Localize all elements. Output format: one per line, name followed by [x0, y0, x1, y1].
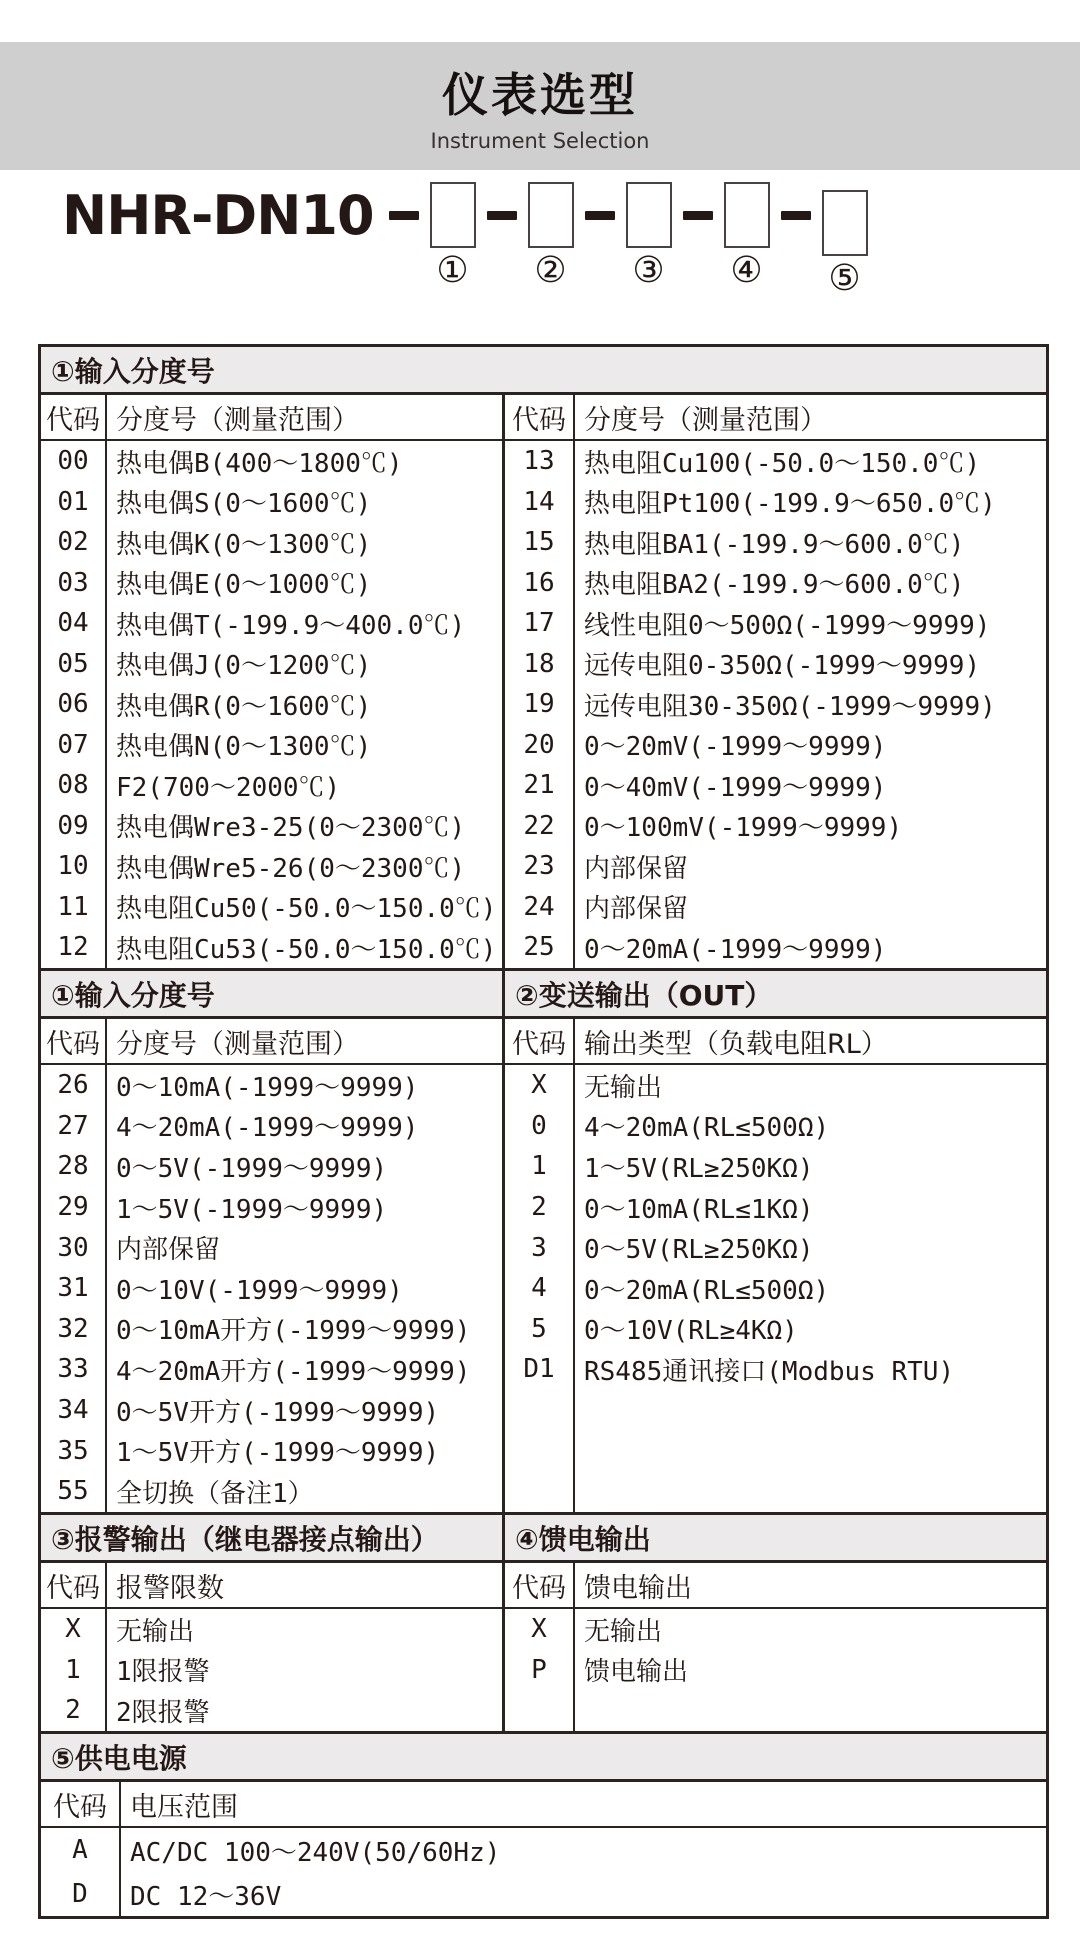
code-cell: 34 — [57, 1395, 89, 1426]
model-box-1 — [430, 182, 476, 248]
code-header-cell: 代码 — [512, 404, 566, 436]
model-position-group — [476, 182, 574, 291]
section-header: ④馈电输出 — [515, 1522, 651, 1556]
column-header-half — [505, 1563, 1046, 1607]
desc-cell: 0～10V(-1999～9999) — [116, 1275, 403, 1306]
desc-cell: 4～20mA(-1999～9999) — [116, 1113, 419, 1144]
code-cell: 05 — [57, 648, 89, 679]
code-cell: 13 — [523, 446, 555, 477]
desc-column — [107, 441, 502, 968]
code-cell: 04 — [57, 608, 89, 639]
code-cell: 15 — [523, 527, 555, 558]
desc-cell: 0～20mA(RL≤500Ω) — [584, 1275, 830, 1306]
code-cell: 16 — [523, 567, 555, 598]
desc-header-cell: 输出类型（负载电阻RL） — [584, 1028, 888, 1060]
desc-cell: 2限报警 — [116, 1697, 210, 1728]
code-cell: 11 — [57, 891, 89, 922]
desc-cell: DC 12～36V — [130, 1881, 282, 1912]
code-cell: 20 — [523, 729, 555, 760]
code-cell: 01 — [57, 486, 89, 517]
desc-cell: 远传电阻30-350Ω(-1999～9999) — [584, 691, 996, 722]
position-number-5: ⑤ — [828, 258, 861, 299]
desc-cell: 线性电阻0～500Ω(-1999～9999) — [584, 610, 991, 641]
table-section-1 — [41, 347, 1046, 968]
desc-cell: 0～10mA(RL≤1KΩ) — [584, 1194, 814, 1225]
position-number-4: ④ — [730, 250, 763, 291]
section-body — [41, 441, 1046, 968]
desc-cell: 热电偶S(0～1600℃) — [116, 489, 372, 520]
desc-column — [107, 1609, 502, 1731]
model-code-diagram — [0, 182, 1080, 302]
desc-column-header — [575, 395, 1046, 439]
desc-cell: 4～20mA开方(-1999～9999) — [116, 1356, 471, 1387]
code-cell: X — [531, 1614, 547, 1645]
code-cell: 03 — [57, 567, 89, 598]
desc-cell: 馈电输出 — [584, 1657, 689, 1688]
code-cell: 22 — [523, 810, 555, 841]
desc-cell: RS485通讯接口(Modbus RTU) — [584, 1356, 955, 1387]
desc-cell: 热电阻Cu50(-50.0～150.0℃) — [116, 894, 497, 925]
desc-cell: 热电偶B(400～1800℃) — [116, 448, 403, 479]
desc-column — [575, 1065, 1046, 1512]
code-cell: X — [65, 1614, 81, 1645]
code-cell: 3 — [531, 1232, 547, 1263]
desc-column-header — [121, 1782, 1046, 1826]
code-column — [41, 1828, 121, 1916]
code-column-header — [505, 395, 575, 439]
desc-cell: AC/DC 100～240V(50/60Hz) — [130, 1837, 501, 1868]
code-column-header — [505, 1019, 575, 1063]
position-number-2: ② — [534, 250, 567, 291]
code-cell: 25 — [523, 932, 555, 963]
code-cell: 1 — [65, 1654, 81, 1685]
model-position-group — [672, 182, 770, 291]
desc-cell: 远传电阻0-350Ω(-1999～9999) — [584, 651, 981, 682]
section-body-half — [505, 1065, 1046, 1512]
selection-table — [38, 344, 1049, 1919]
desc-cell: 无输出 — [116, 1616, 195, 1647]
page-banner — [0, 42, 1080, 170]
code-cell: 19 — [523, 689, 555, 720]
desc-cell: F2(700～2000℃) — [116, 772, 341, 803]
model-position-group — [378, 182, 476, 291]
desc-cell: 热电偶E(0～1000℃) — [116, 570, 372, 601]
column-header-half — [505, 395, 1046, 439]
desc-cell: 内部保留 — [584, 853, 689, 884]
code-header-cell: 代码 — [512, 1028, 566, 1060]
dash-separator — [487, 211, 517, 220]
code-cell: 07 — [57, 729, 89, 760]
desc-cell: 0～5V(RL≥250KΩ) — [584, 1235, 814, 1266]
code-cell: 02 — [57, 527, 89, 558]
desc-cell: 内部保留 — [116, 1235, 221, 1266]
section-header-row — [41, 1515, 1046, 1563]
code-cell: 0 — [531, 1110, 547, 1141]
code-cell: 06 — [57, 689, 89, 720]
code-column — [41, 441, 107, 968]
code-column — [505, 1065, 575, 1512]
table-section-3 — [41, 1512, 1046, 1731]
code-header-cell: 代码 — [46, 1572, 100, 1604]
section-body-half — [505, 1609, 1046, 1731]
column-header-row — [41, 395, 1046, 441]
section-header-row — [41, 347, 1046, 395]
desc-column-header — [107, 1563, 502, 1607]
dash-separator — [389, 211, 419, 220]
code-cell: D — [72, 1879, 88, 1909]
desc-cell: 热电阻Cu100(-50.0～150.0℃) — [584, 448, 981, 479]
code-cell: A — [72, 1835, 88, 1865]
section-body — [41, 1609, 1046, 1731]
desc-column — [107, 1065, 502, 1512]
section-body-half — [41, 441, 505, 968]
desc-cell: 0～10mA开方(-1999～9999) — [116, 1316, 471, 1347]
column-header-half — [41, 395, 505, 439]
column-header-half — [41, 1782, 1046, 1826]
section-body — [41, 1065, 1046, 1512]
code-cell: 10 — [57, 851, 89, 882]
code-cell: 30 — [57, 1232, 89, 1263]
desc-column — [121, 1828, 1046, 1916]
code-cell: 09 — [57, 810, 89, 841]
section-body-half — [41, 1609, 505, 1731]
code-column-header — [41, 1782, 121, 1826]
code-header-cell: 代码 — [53, 1791, 107, 1823]
code-cell: 28 — [57, 1151, 89, 1182]
desc-cell: 热电偶K(0～1300℃) — [116, 529, 372, 560]
model-prefix: NHR-DN10 — [62, 183, 374, 247]
desc-column — [575, 1609, 1046, 1731]
desc-cell: 0～20mA(-1999～9999) — [584, 934, 887, 965]
desc-cell: 1限报警 — [116, 1657, 210, 1688]
desc-header-cell: 电压范围 — [130, 1791, 238, 1823]
desc-cell: 1～5V(-1999～9999) — [116, 1194, 388, 1225]
desc-cell: 热电阻Cu53(-50.0～150.0℃) — [116, 934, 497, 965]
desc-cell: 热电偶R(0～1600℃) — [116, 691, 372, 722]
position-number-1: ① — [436, 250, 469, 291]
column-header-half — [505, 1019, 1046, 1063]
model-position-group — [574, 182, 672, 291]
desc-header-cell: 馈电输出 — [584, 1572, 692, 1604]
code-column — [41, 1609, 107, 1731]
desc-cell: 热电偶Wre3-25(0～2300℃) — [116, 813, 466, 844]
desc-cell: 无输出 — [584, 1072, 663, 1103]
code-cell: 2 — [531, 1192, 547, 1223]
desc-cell: 热电偶N(0～1300℃) — [116, 732, 372, 763]
code-cell: 35 — [57, 1435, 89, 1466]
desc-header-cell: 分度号（测量范围） — [116, 404, 359, 436]
code-cell: 21 — [523, 770, 555, 801]
model-position-group — [770, 182, 868, 299]
code-cell: P — [531, 1654, 547, 1685]
code-column-header — [41, 1563, 107, 1607]
section-header: ③报警输出（继电器接点输出） — [41, 1515, 505, 1560]
desc-column-header — [575, 1563, 1046, 1607]
desc-cell: 热电偶J(0～1200℃) — [116, 651, 372, 682]
code-cell: 08 — [57, 770, 89, 801]
code-cell: 18 — [523, 648, 555, 679]
code-cell: 5 — [531, 1313, 547, 1344]
desc-cell: 4～20mA(RL≤500Ω) — [584, 1113, 830, 1144]
code-column — [505, 441, 575, 968]
code-cell: 26 — [57, 1070, 89, 1101]
section-header-row — [41, 1734, 1046, 1782]
dash-separator — [781, 211, 811, 220]
model-box-2 — [528, 182, 574, 248]
table-section-4 — [41, 1731, 1046, 1916]
code-cell: 33 — [57, 1354, 89, 1385]
position-number-3: ③ — [632, 250, 665, 291]
desc-column-header — [107, 395, 502, 439]
column-header-half — [41, 1019, 505, 1063]
desc-header-cell: 分度号（测量范围） — [584, 404, 827, 436]
code-cell: 55 — [57, 1476, 89, 1507]
desc-cell: 全切换（备注1） — [116, 1478, 314, 1509]
code-cell: 12 — [57, 932, 89, 963]
section-header: ①输入分度号 — [51, 354, 215, 388]
desc-header-cell: 分度号（测量范围） — [116, 1028, 359, 1060]
desc-cell: 0～40mV(-1999～9999) — [584, 772, 887, 803]
code-column-header — [505, 1563, 575, 1607]
desc-cell: 内部保留 — [584, 894, 689, 925]
table-section-2 — [41, 968, 1046, 1512]
code-cell: 00 — [57, 446, 89, 477]
section-header: ①输入分度号 — [41, 971, 505, 1016]
code-cell: 32 — [57, 1313, 89, 1344]
dash-separator — [585, 211, 615, 220]
desc-cell: 0～10mA(-1999～9999) — [116, 1072, 419, 1103]
section-header: ⑤供电电源 — [51, 1741, 187, 1775]
code-cell: 1 — [531, 1151, 547, 1182]
desc-cell: 1～5V开方(-1999～9999) — [116, 1438, 440, 1469]
desc-cell: 0～100mV(-1999～9999) — [584, 813, 903, 844]
desc-cell: 无输出 — [584, 1616, 663, 1647]
desc-cell: 1～5V(RL≥250KΩ) — [584, 1153, 814, 1184]
desc-column-header — [575, 1019, 1046, 1063]
section-body-half — [505, 441, 1046, 968]
section-body-half — [41, 1828, 1046, 1916]
desc-column-header — [107, 1019, 502, 1063]
desc-cell: 0～20mV(-1999～9999) — [584, 732, 887, 763]
section-body-half — [41, 1065, 505, 1512]
code-cell: 23 — [523, 851, 555, 882]
page-subtitle: Instrument Selection — [430, 129, 650, 153]
desc-header-cell: 报警限数 — [116, 1572, 224, 1604]
code-column-header — [41, 1019, 107, 1063]
model-box-4 — [724, 182, 770, 248]
code-cell: X — [531, 1070, 547, 1101]
dash-separator — [683, 211, 713, 220]
desc-cell: 热电偶T(-199.9～400.0℃) — [116, 610, 466, 641]
model-box-3 — [626, 182, 672, 248]
code-cell: 14 — [523, 486, 555, 517]
code-column — [41, 1065, 107, 1512]
column-header-half — [41, 1563, 505, 1607]
section-header-row — [41, 971, 1046, 1019]
code-header-cell: 代码 — [46, 404, 100, 436]
desc-column — [575, 441, 1046, 968]
code-header-cell: 代码 — [512, 1572, 566, 1604]
desc-cell: 0～5V(-1999～9999) — [116, 1153, 388, 1184]
desc-cell: 热电阻BA2(-199.9～600.0℃) — [584, 570, 965, 601]
desc-cell: 热电阻Pt100(-199.9～650.0℃) — [584, 489, 996, 520]
column-header-row — [41, 1782, 1046, 1828]
column-header-row — [41, 1019, 1046, 1065]
code-column-header — [41, 395, 107, 439]
code-cell: D1 — [523, 1354, 555, 1385]
code-header-cell: 代码 — [46, 1028, 100, 1060]
desc-cell: 热电偶Wre5-26(0～2300℃) — [116, 853, 466, 884]
code-cell: 29 — [57, 1192, 89, 1223]
section-header: ②变送输出（OUT） — [515, 978, 773, 1012]
column-header-row — [41, 1563, 1046, 1609]
code-cell: 2 — [65, 1695, 81, 1726]
desc-cell: 0～5V开方(-1999～9999) — [116, 1397, 440, 1428]
desc-cell: 0～10V(RL≥4KΩ) — [584, 1316, 798, 1347]
code-cell: 4 — [531, 1273, 547, 1304]
page-title: 仪表选型 — [442, 68, 638, 122]
code-cell: 27 — [57, 1110, 89, 1141]
code-cell: 31 — [57, 1273, 89, 1304]
desc-cell: 热电阻BA1(-199.9～600.0℃) — [584, 529, 965, 560]
section-body — [41, 1828, 1046, 1916]
model-box-5 — [822, 190, 868, 256]
code-cell: 17 — [523, 608, 555, 639]
code-cell: 24 — [523, 891, 555, 922]
code-column — [505, 1609, 575, 1731]
